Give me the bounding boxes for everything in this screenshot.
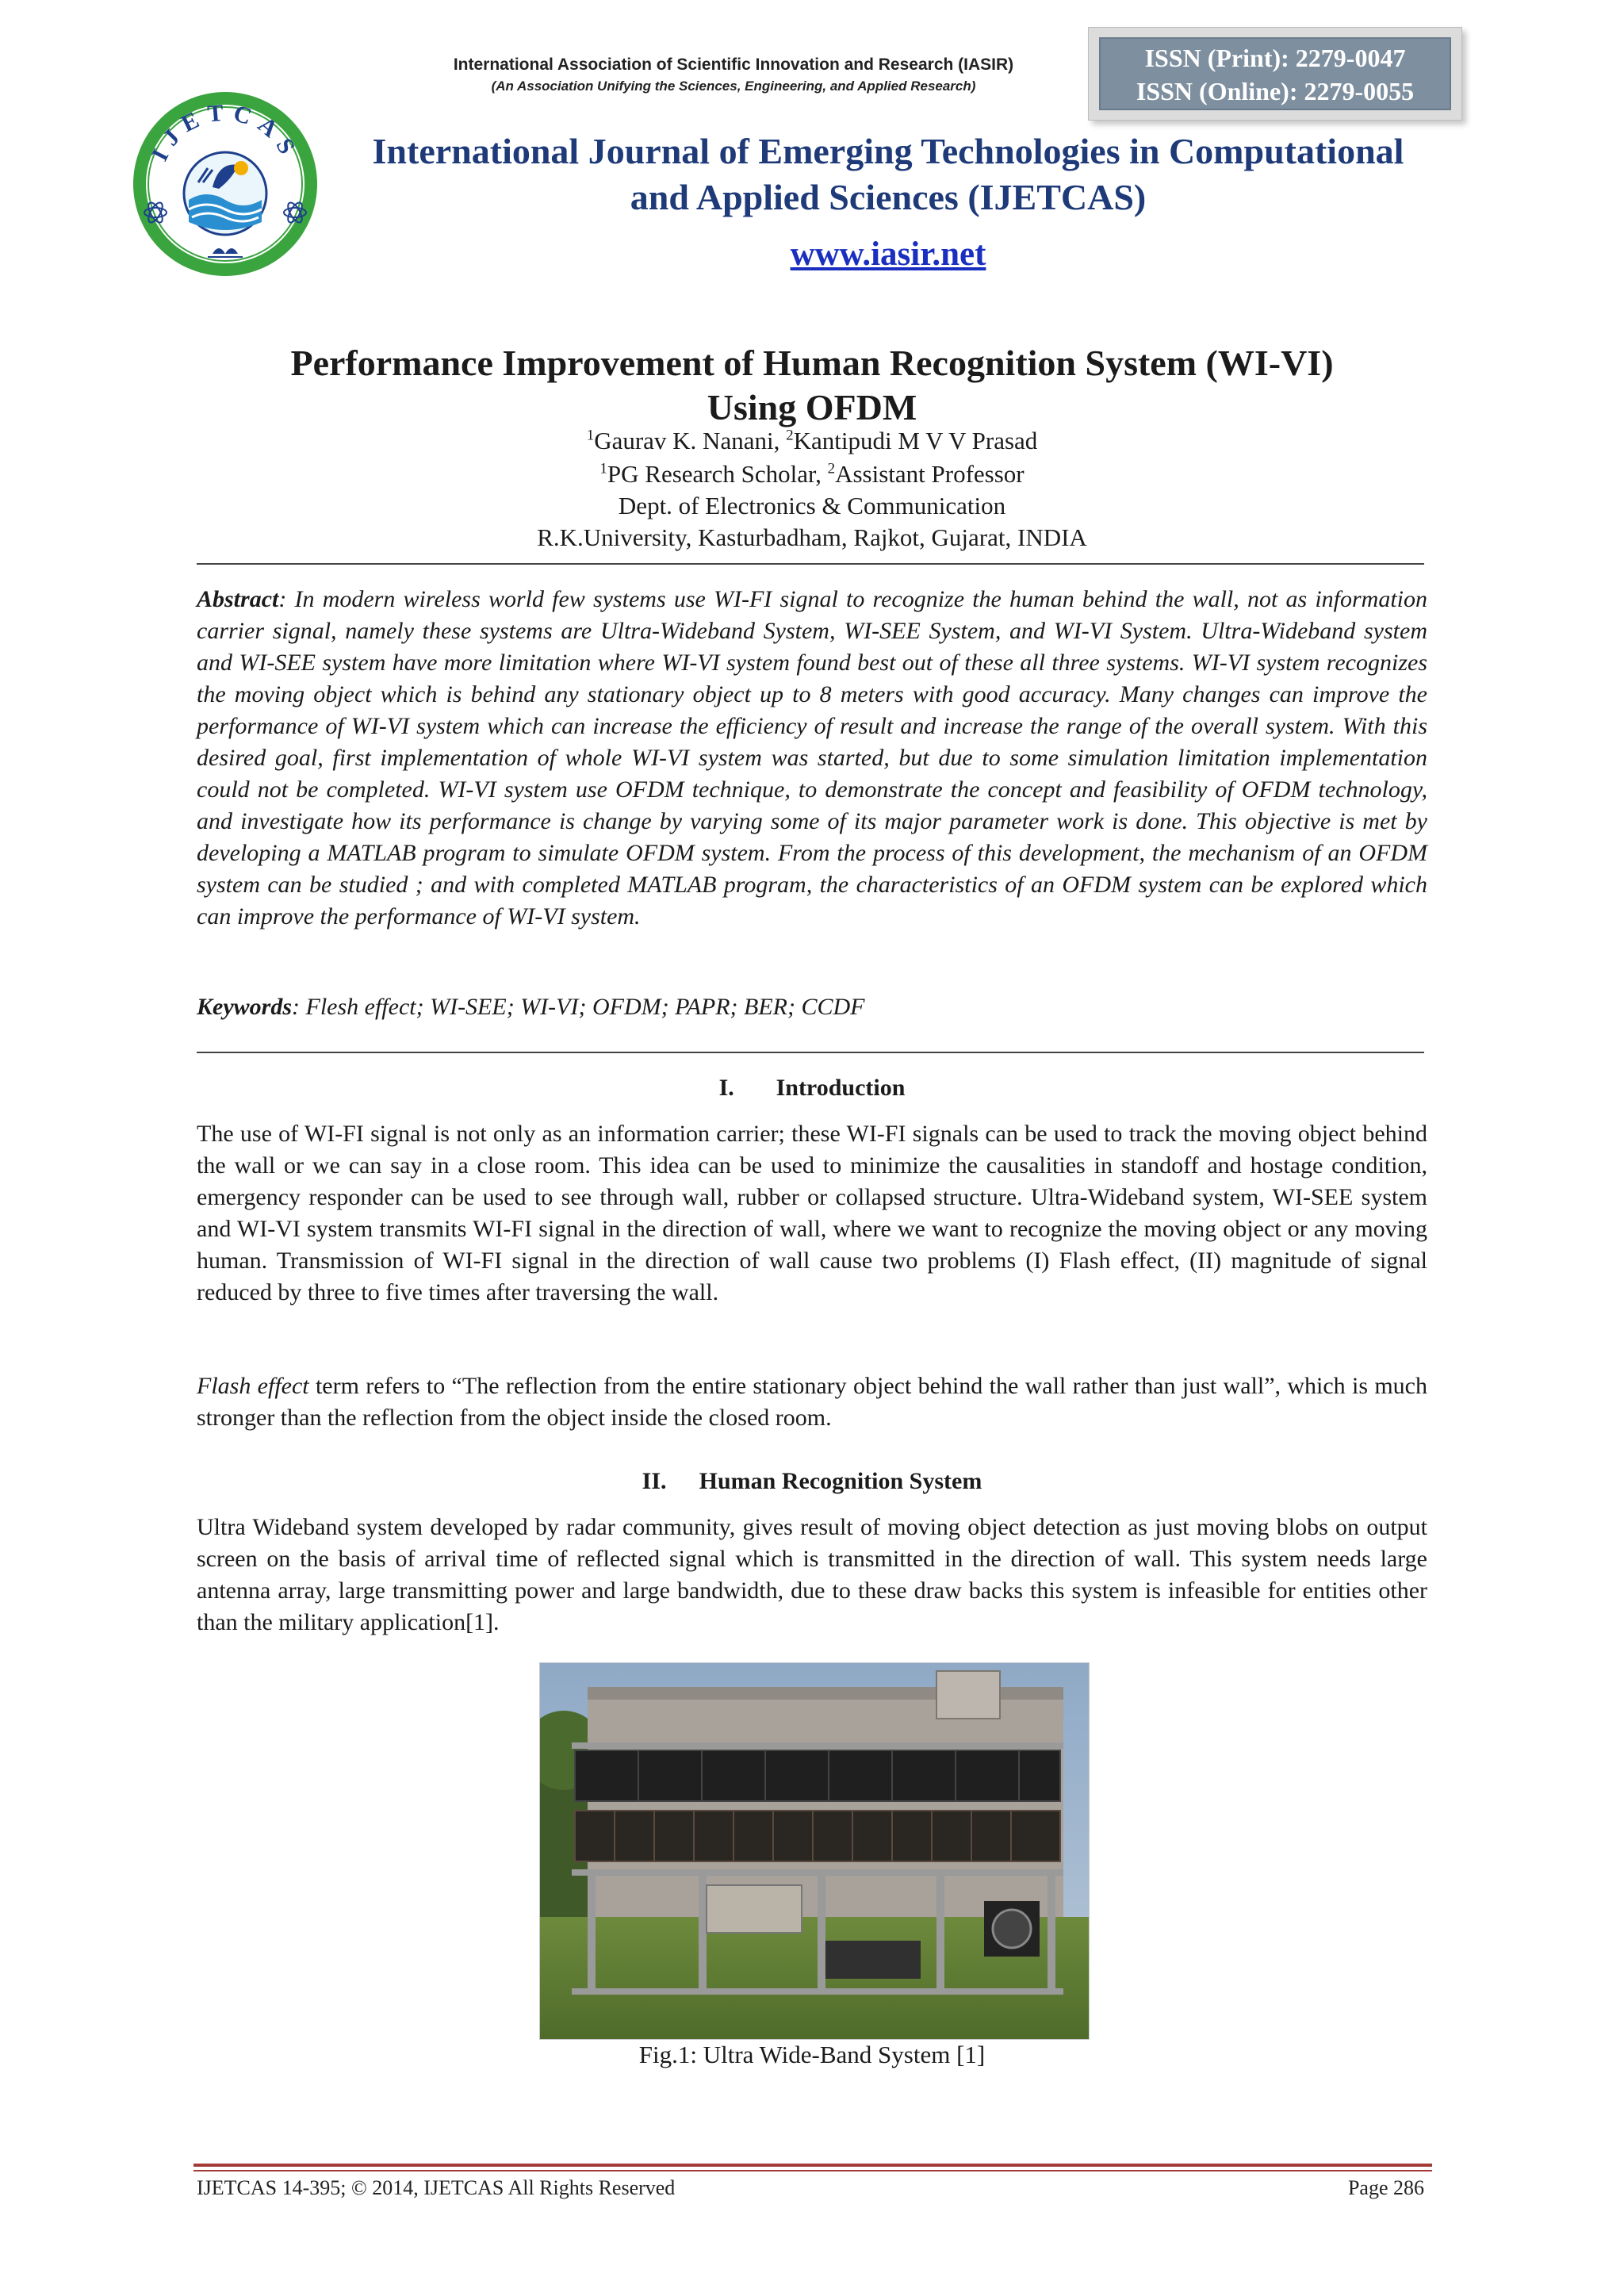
author2-sup: 2	[786, 427, 794, 444]
figure-caption: Fig.1: Ultra Wide-Band System [1]	[638, 2041, 986, 2068]
section-title: Human Recognition System	[699, 1468, 982, 1494]
author2-name: Kantipudi M V V Prasad	[793, 427, 1038, 454]
paper-title	[238, 341, 1386, 430]
section-number: I.	[718, 1075, 734, 1101]
section-title: Introduction	[776, 1075, 906, 1101]
abstract-label: Abstract	[197, 586, 279, 612]
section2-paragraph-1: Ultra Wideband system developed by radar community, gives result of moving object detection as just moving blobs on output screen on the basis of arrival time of reflected signal which is transmitted in the direction of wall. This system needs large antenna array, large transmitting power and large bandwidth, due to these draw backs this system is infeasible for entities other than the military application[1].	[197, 1514, 1427, 1635]
abstract	[197, 584, 1427, 933]
department: Dept. of Electronics & Communication	[618, 492, 1006, 519]
ijetcas-logo-icon	[130, 89, 320, 279]
footer-copyright: IJETCAS 14-395; © 2014, IJETCAS All Rights Reserved	[197, 2176, 676, 2199]
journal-title	[317, 128, 1459, 220]
association-name: International Association of Scientific Innovation and Research (IASIR)	[453, 56, 1014, 74]
role1: PG Research Scholar,	[607, 460, 828, 488]
intro-paragraph-1: The use of WI-FI signal is not only as an information carrier; these WI-FI signals can be used to track the moving object behind the wall or we can say in a close room. This idea can be used to minimize the causalities in standoff and hostage condition, emergency responder can be used to see through wall, rubber or collapsed structure. Ultra-Wideband system, WI-SEE system and WI-VI system transmits WI-FI signal in the direction of wall, where we want to recognize the moving object or any moving human. Transmission of WI-FI signal in the direction of wall cause two problems (I) Flash effect, (II) magnitude of signal reduced by three to five times after traversing the wall.	[197, 1121, 1427, 1305]
journal-title-line1: International Journal of Emerging Technologies in Computational	[372, 131, 1404, 171]
abstract-text: : In modern wireless world few systems use WI-FI signal to recognize the human behind the wall, not as information carrier signal, namely these systems are Ultra-Wideband System, WI-SEE System, and WI-VI System. Ultra-Wideband system and WI-SEE system have more limitation where WI-VI system found best out of these all three systems. WI-VI system recognizes the moving object which is behind any stationary object up to 8 meters with good accuracy. Many changes can improve the performance of WI-VI system which can increase the efficiency of result and increase the range of the overall system. With this desired goal, first implementation of whole WI-VI system was started, but due to some simulation limitation implementation could not be completed. WI-VI system use OFDM technique, to demonstrate the concept and feasibility of OFDM technology, and investigate how its performance is change by varying some of its major parameter work is done. This objective is met by developing a MATLAB program to simulate OFDM system. From the process of this development, the mechanism of an OFDM system can be studied ; and with completed MATLAB program, the characteristics of an OFDM system can be explored which can improve the performance of WI-VI system.	[197, 586, 1427, 930]
author1-name: Gaurav K. Nanani,	[594, 427, 787, 454]
university: R.K.University, Kasturbadham, Rajkot, Gujarat, INDIA	[537, 523, 1087, 551]
journal-url-link[interactable]: www.iasir.net	[790, 236, 986, 273]
issn-panel	[1099, 37, 1451, 110]
keywords	[197, 991, 1427, 1023]
journal-title-line2: and Applied Sciences (IJETCAS)	[630, 177, 1147, 217]
footer-rule-thin	[193, 2170, 1432, 2171]
issn-print: ISSN (Print): 2279-0047	[1144, 44, 1406, 72]
role1-sup: 1	[599, 460, 607, 477]
figure-ultra-wideband-photo	[539, 1662, 1090, 2040]
svg-text:IJETCAS: IJETCAS	[146, 99, 304, 166]
paper-title-line1: Performance Improvement of Human Recognition System (WI-VI)	[290, 343, 1334, 383]
issn-online: ISSN (Online): 2279-0055	[1136, 77, 1415, 105]
divider-top	[197, 563, 1424, 565]
journal-logo	[130, 89, 320, 279]
footer-page-number: Page 286	[1347, 2176, 1424, 2199]
flash-effect-term: Flash effect	[197, 1373, 309, 1399]
intro-paragraph-2	[197, 1370, 1427, 1434]
author1-sup: 1	[586, 427, 595, 444]
section-heading-introduction	[197, 1072, 1427, 1104]
intro-paragraph-2-text: term refers to “The reflection from the entire stationary object behind the wall rather than just wall”, which is much stronger than the reflection from the object inside the closed room.	[197, 1373, 1427, 1431]
keywords-text: : Flesh effect; WI-SEE; WI-VI; OFDM; PAPR; BER; CCDF	[292, 994, 865, 1020]
role2: Assistant Professor	[835, 460, 1025, 488]
paper-title-line2: Using OFDM	[707, 387, 917, 427]
keywords-label: Keywords	[197, 994, 292, 1020]
footer-rule-thick	[193, 2164, 1432, 2167]
antenna-array-image	[540, 1663, 1090, 2040]
association-subtitle: (An Association Unifying the Sciences, Engineering, and Applied Research)	[491, 79, 976, 94]
authors	[238, 425, 1386, 457]
role2-sup: 2	[827, 460, 836, 477]
section-heading-human-recognition	[197, 1466, 1427, 1497]
divider-bottom	[197, 1052, 1424, 1053]
section-number: II.	[642, 1468, 667, 1494]
issn-box	[1088, 27, 1462, 121]
author-roles	[238, 458, 1386, 490]
